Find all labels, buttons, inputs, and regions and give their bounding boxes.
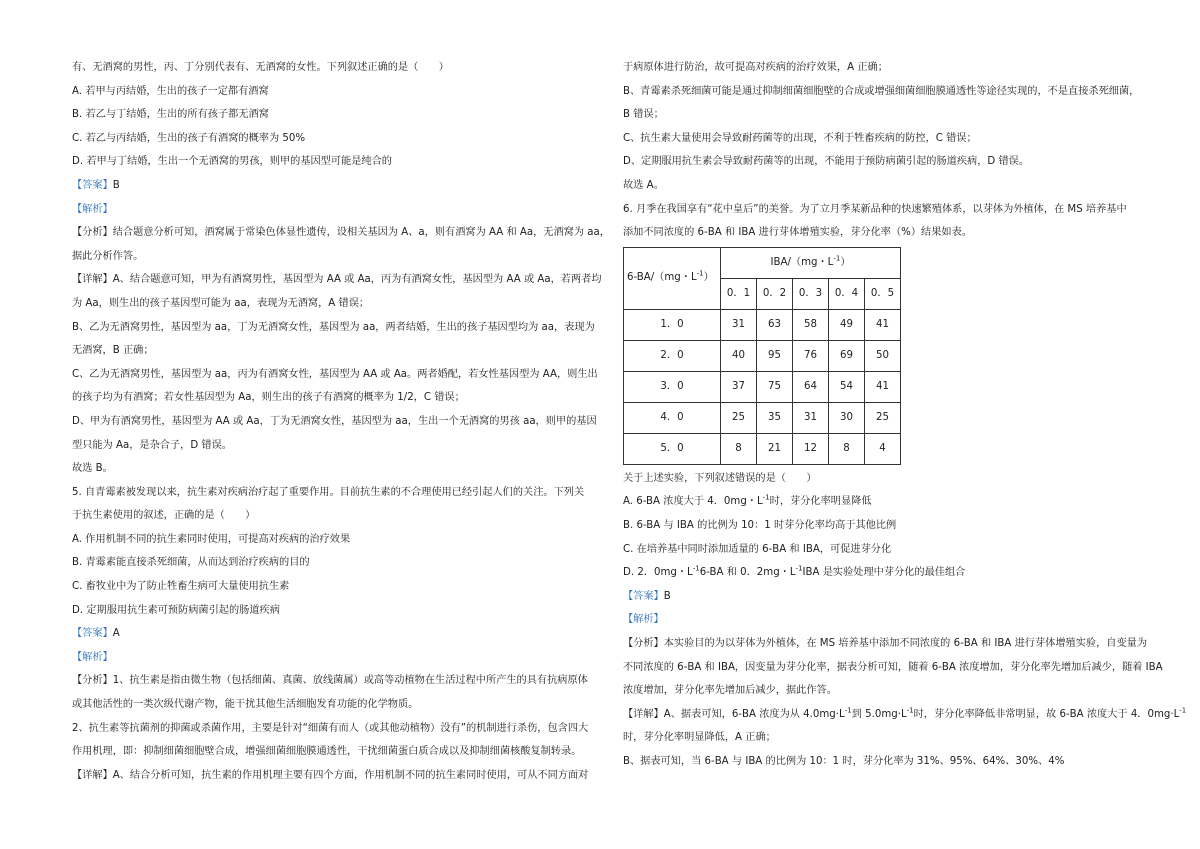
q5-fenxi-line3: 2、抗生素等抗菌剂的抑菌或杀菌作用，主要是针对“细菌有而人（或其他动植物）没有”的机制进行杀伤，包含四大 xyxy=(72,722,589,734)
q5-xiangjie-d: D、定期服用抗生素会导致耐药菌等的出现，不能用于预防病菌引起的肠道疾病，D 错误。 xyxy=(623,156,1030,168)
table-cell: 69 xyxy=(829,340,865,371)
answer-tag: 【答案】 xyxy=(72,628,113,640)
table-cell: 95 xyxy=(757,340,793,371)
q4-option-b: B. 若乙与丁结婚，生出的所有孩子都无酒窝 xyxy=(72,109,269,121)
table-cell: 8 xyxy=(721,433,757,464)
xiangjie-text: A、结合题意可知，甲为有酒窝男性，基因型为 AA 或 Aa，丙为有酒窝女性，基因型为 AA 或 Aa，若两者均 xyxy=(112,274,602,286)
q5-answer xyxy=(72,622,604,646)
q5-fenxi-line1 xyxy=(72,669,604,693)
q6-fenxi-line2: 不同浓度的 6-BA 和 IBA，因变量为芽分化率，据表分析可知，随着 6-BA 浓度增加，芽分化率先增加后减少，随着 IBA xyxy=(623,661,1163,673)
data-table xyxy=(623,247,901,465)
table-cell: 12 xyxy=(793,433,829,464)
fenxi-tag: 【分析】 xyxy=(72,675,113,687)
q5-stem-line2: 于抗生素使用的叙述，正确的是（ ） xyxy=(72,510,256,522)
q6-answer xyxy=(623,585,1157,609)
q4-option-a: A. 若甲与丙结婚，生出的孩子一定都有酒窝 xyxy=(72,85,269,97)
table-row xyxy=(624,340,901,371)
table-row-header: 2．0 xyxy=(624,340,721,371)
table-col-header: 0．1 xyxy=(721,278,757,309)
table-row-header: 5．0 xyxy=(624,433,721,464)
q6-option-b: B. 6-BA 与 IBA 的比例为 10：1 时芽分化率均高于其他比例 xyxy=(623,519,897,531)
table-cell: 31 xyxy=(721,309,757,340)
left-column xyxy=(72,56,610,787)
table-row xyxy=(624,371,901,402)
q6-fenxi-line1 xyxy=(623,632,1157,656)
q5-analysis-tag xyxy=(72,646,604,670)
table-col-header: 0．5 xyxy=(865,278,901,309)
q4-xiangjie-a2: 为 Aa，则生出的孩子基因型可能为 aa，表现为无酒窝，A 错误； xyxy=(72,297,370,309)
q6-option-c: C. 在培养基中同时添加适量的 6-BA 和 IBA，可促进芽分化 xyxy=(623,543,892,555)
q4-xiangjie-d2: 型只能为 Aa，是杂合子，D 错误。 xyxy=(72,439,232,451)
q5-option-c: C. 畜牧业中为了防止牲畜生病可大量使用抗生素 xyxy=(72,581,290,593)
table-cell: 50 xyxy=(865,340,901,371)
q5-xiangjie-a2: 于病原体进行防治，故可提高对疾病的治疗效果，A 正确； xyxy=(623,62,888,73)
table-cell: 8 xyxy=(829,433,865,464)
q6-option-a: A. 6-BA 浓度大于 4．0mg・$L^{-1}$时，芽分化率明显降低 xyxy=(623,493,872,508)
q5-stem-line1: 5. 自青霉素被发现以来，抗生素对疾病治疗起了重要作用。目前抗生素的不合理使用已经引起人们的关注。下列关 xyxy=(72,486,585,498)
answer-tag: 【答案】 xyxy=(623,590,664,602)
table-cell: 54 xyxy=(829,371,865,402)
table-cell: 21 xyxy=(757,433,793,464)
q5-xiangjie-a1 xyxy=(72,764,604,788)
q5-conclusion: 故选 A。 xyxy=(623,179,664,191)
q4-xiangjie-c1: C、乙为无酒窝男性，基因型为 aa，丙为有酒窝女性，基因型为 AA 或 Aa。两者婚配，若女性基因型为 AA，则生出 xyxy=(72,368,598,380)
q5-fenxi-line4: 作用机理，即：抑制细菌细胞壁合成，增强细菌细胞膜通透性，干扰细菌蛋白质合成以及抑制细菌核酸复制转录。 xyxy=(72,746,582,758)
table-cell: 4 xyxy=(865,433,901,464)
q4-fenxi-line1 xyxy=(72,221,610,245)
answer-tag: 【答案】 xyxy=(72,179,113,191)
fenxi-text: 本实验目的为以芽体为外植体，在 MS 培养基中添加不同浓度的 6-BA 和 IBA 进行芽体增殖实验，自变量为 xyxy=(663,637,1148,649)
q4-fenxi-line2: 据此分析作答。 xyxy=(72,250,144,262)
q6-xiangjie-a1: 【详解】A、据表可知，6-BA 浓度为从 $4.0mg\cdot L^{-1}$到 $5.0mg\cdot L^{-1}$时，芽分化率降低非常明显，故 6-BA 浓度大于 4．$0mg\cdot L^{-1}$ xyxy=(623,706,1187,720)
table-row xyxy=(624,402,901,433)
table-cell: 49 xyxy=(829,309,865,340)
q6-option-d: D. 2．0mg・$L^{-1}6-BA$ 和 0．2mg・$L^{-1}IBA$ 是实验处理中芽分化的最佳组合 xyxy=(623,564,966,579)
table-cell: 76 xyxy=(793,340,829,371)
q4-xiangjie-a1 xyxy=(72,268,604,292)
q5-option-d: D. 定期服用抗生素可预防病菌引起的肠道疾病 xyxy=(72,604,280,616)
table-row-header: 4．0 xyxy=(624,402,721,433)
answer-value: B xyxy=(663,590,671,602)
table-cell: 37 xyxy=(721,371,757,402)
q5-option-b: B. 青霉素能直接杀死细菌，从而达到治疗疾病的目的 xyxy=(72,557,310,569)
q4-analysis-tag xyxy=(72,198,604,222)
table-col-header: 0．3 xyxy=(793,278,829,309)
table-cell: 41 xyxy=(865,371,901,402)
q6-stem-line3: 关于上述实验，下列叙述错误的是（ ） xyxy=(623,472,817,484)
table-cell: 25 xyxy=(721,402,757,433)
fenxi-tag: 【分析】 xyxy=(72,227,113,239)
answer-value: A xyxy=(112,628,120,640)
table-cell: 30 xyxy=(829,402,865,433)
table-row-header: 1．0 xyxy=(624,309,721,340)
q4-xiangjie-d1: D、甲为有酒窝男性，基因型为 AA 或 Aa，丁为无酒窝女性，基因型为 aa，生出一个无酒窝的男孩 aa，则甲的基因 xyxy=(72,415,597,427)
fenxi-tag: 【分析】 xyxy=(623,637,664,649)
q4-conclusion: 故选 B。 xyxy=(72,463,113,475)
xiangjie-tag: 【详解】 xyxy=(72,769,113,781)
table-cell: 63 xyxy=(757,309,793,340)
q5-xiangjie-b1: B、青霉素杀死细菌可能是通过抑制细菌细胞壁的合成或增强细菌细胞膜通透性等途径实现的，不是直接杀死细菌， xyxy=(623,85,1140,97)
analysis-tag: 【解析】 xyxy=(623,614,664,626)
q5-xiangjie-c: C、抗生素大量使用会导致耐药菌等的出现，不利于牲畜疾病的防控，C 错误； xyxy=(623,132,977,144)
q4-answer xyxy=(72,174,604,198)
table-cell: 75 xyxy=(757,371,793,402)
table-cell: 40 xyxy=(721,340,757,371)
xiangjie-text: A、结合分析可知，抗生素的作用机理主要有四个方面，作用机制不同的抗生素同时使用，可从不同方面对 xyxy=(112,769,589,781)
analysis-tag: 【解析】 xyxy=(72,651,113,663)
q4-xiangjie-c2: 的孩子均为有酒窝；若女性基因型为 Aa，则生出的孩子有酒窝的概率为 1/2，C 错误； xyxy=(72,392,465,404)
table-row-header: 3．0 xyxy=(624,371,721,402)
table-corner-header: 6-BA/（mg・$L^{-1}$） xyxy=(624,247,721,309)
q6-stem-line1: 6. 月季在我国享有“花中皇后”的美誉。为了立月季某新品种的快速繁殖体系，以芽体为外植体，在 MS 培养基中 xyxy=(623,203,1127,215)
answer-value: B xyxy=(112,179,120,191)
q4-xiangjie-b1: B、乙为无酒窝男性，基因型为 aa，丁为无酒窝女性，基因型为 aa，两者结婚，生出的孩子基因型均为 aa，表现为 xyxy=(72,321,595,333)
right-column xyxy=(623,56,1187,773)
fenxi-text: 结合题意分析可知，酒窝属于常染色体显性遗传，设相关基因为 A、a，则有酒窝为 AA 和 Aa，无酒窝为 aa， xyxy=(112,227,610,239)
q6-fenxi-line3: 浓度增加，芽分化率先增加后减少，据此作答。 xyxy=(623,685,837,697)
table-cell: 64 xyxy=(793,371,829,402)
q4-option-d: D. 若甲与丁结婚，生出一个无酒窝的男孩，则甲的基因型可能是纯合的 xyxy=(72,156,392,168)
table-cell: 35 xyxy=(757,402,793,433)
xiangjie-tag: 【详解】 xyxy=(623,708,664,720)
q5-xiangjie-b2: B 错误； xyxy=(623,109,664,121)
xiangjie-tag: 【详解】 xyxy=(72,274,113,286)
q6-xiangjie-a2: 时，芽分化率明显降低，A 正确； xyxy=(623,732,776,744)
fenxi-text: 1、抗生素是指由微生物（包括细菌、真菌、放线菌属）或高等动植物在生活过程中所产生的具有抗病原体 xyxy=(112,675,588,687)
q6-xiangjie-b1: B、据表可知，当 6-BA 与 IBA 的比例为 10：1 时，芽分化率为 31%、95%、64%、30%、4% xyxy=(623,755,1065,767)
table-row xyxy=(624,433,901,464)
q5-option-a: A. 作用机制不同的抗生素同时使用，可提高对疾病的治疗效果 xyxy=(72,533,351,545)
table-col-header: 0．4 xyxy=(829,278,865,309)
table-iba-header: IBA/（mg・$L^{-1}$） xyxy=(721,247,901,278)
table-cell: 58 xyxy=(793,309,829,340)
q6-stem-line2: 添加不同浓度的 6-BA 和 IBA 进行芽体增殖实验，芽分化率（%）结果如表。 xyxy=(623,227,972,239)
q4-option-c: C. 若乙与丙结婚，生出的孩子有酒窝的概率为 50% xyxy=(72,132,306,144)
table-cell: 25 xyxy=(865,402,901,433)
table-row xyxy=(624,309,901,340)
table-col-header: 0．2 xyxy=(757,278,793,309)
q4-xiangjie-b2: 无酒窝，B 正确； xyxy=(72,345,154,357)
table-cell: 31 xyxy=(793,402,829,433)
q4-stem-end: 有、无酒窝的男性，丙、丁分别代表有、无酒窝的女性。下列叙述正确的是（ ） xyxy=(72,62,449,73)
table-cell: 41 xyxy=(865,309,901,340)
q5-fenxi-line2: 或其他活性的一类次级代谢产物，能干扰其他生活细胞发育功能的化学物质。 xyxy=(72,699,419,711)
q6-analysis-tag xyxy=(623,608,1157,632)
analysis-tag: 【解析】 xyxy=(72,203,113,215)
